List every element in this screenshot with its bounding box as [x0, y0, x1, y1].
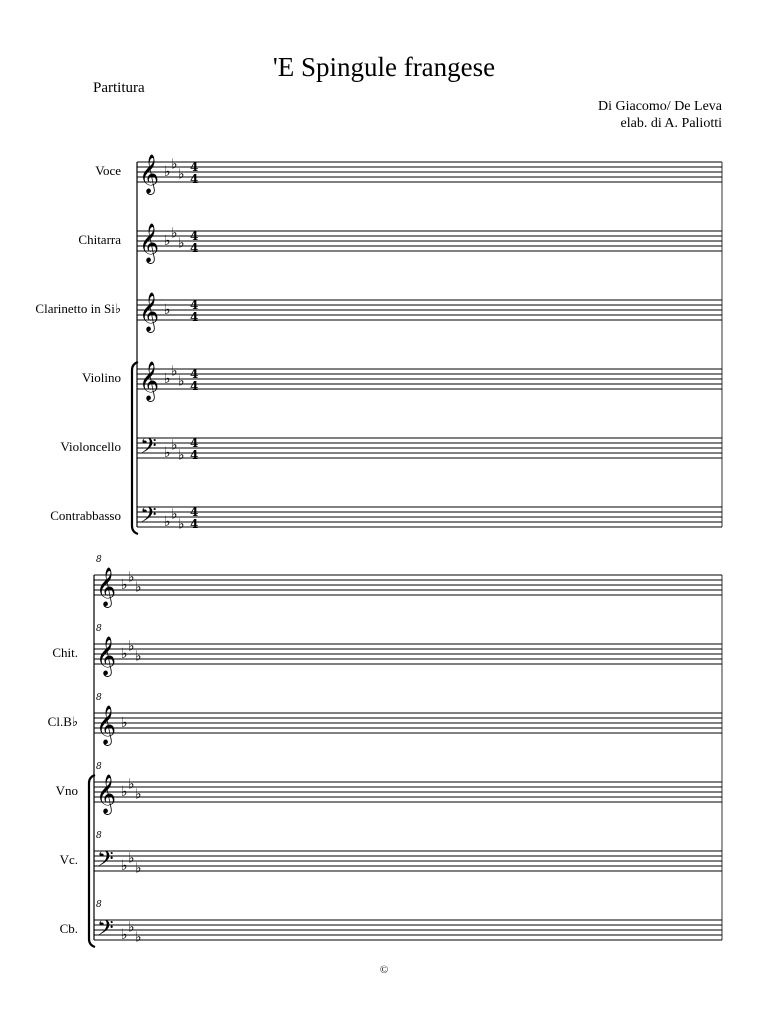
- treble-clef-icon: 𝄞: [139, 154, 160, 194]
- flat-icon: ♭: [164, 302, 171, 318]
- time-signature-numerator: 4: [190, 298, 199, 312]
- flat-icon: ♭: [178, 235, 185, 252]
- staff: [94, 636, 722, 677]
- flat-icon: ♭: [164, 445, 171, 461]
- staff-label: Contrabbasso: [50, 508, 121, 523]
- staff: [94, 567, 722, 608]
- treble-clef-icon: 𝄞: [139, 223, 160, 263]
- staff: [137, 434, 722, 464]
- time-signature-denominator: 4: [190, 517, 199, 531]
- staff: [94, 916, 722, 946]
- measure-number: 8: [96, 693, 102, 703]
- flat-icon: ♭: [128, 638, 135, 655]
- staff-label: Voce: [95, 163, 121, 178]
- flat-icon: ♭: [171, 225, 178, 242]
- flat-icon: ♭: [164, 371, 171, 387]
- staff-label: Chit.: [52, 645, 78, 660]
- treble-clef-icon: 𝄞: [96, 774, 117, 814]
- flat-icon: ♭: [128, 569, 135, 586]
- staff-label: Violino: [82, 370, 121, 385]
- flat-icon: ♭: [135, 929, 142, 946]
- flat-icon: ♭: [121, 927, 128, 943]
- staff-label: Vno: [55, 783, 78, 798]
- time-signature-denominator: 4: [190, 379, 199, 393]
- flat-icon: ♭: [121, 646, 128, 662]
- flat-icon: ♭: [128, 850, 135, 867]
- staff: [94, 705, 722, 746]
- treble-clef-icon: 𝄞: [139, 361, 160, 401]
- flat-icon: ♭: [121, 858, 128, 874]
- time-signature-denominator: 4: [190, 310, 199, 324]
- measure-number: 8: [96, 762, 102, 772]
- flat-icon: ♭: [178, 166, 185, 183]
- flat-icon: ♭: [171, 437, 178, 454]
- treble-clef-icon: 𝄞: [96, 567, 117, 607]
- staff-label: Cb.: [59, 921, 78, 936]
- staff: [94, 847, 722, 877]
- flat-icon: ♭: [164, 164, 171, 180]
- time-signature-denominator: 4: [190, 448, 199, 462]
- flat-icon: ♭: [128, 919, 135, 936]
- flat-icon: ♭: [164, 514, 171, 530]
- flat-icon: ♭: [171, 363, 178, 380]
- staff-label: Vc.: [59, 852, 78, 867]
- time-signature-numerator: 4: [190, 367, 199, 381]
- flat-icon: ♭: [121, 577, 128, 593]
- staff: [137, 223, 722, 264]
- flat-icon: ♭: [121, 715, 128, 731]
- flat-icon: ♭: [121, 784, 128, 800]
- time-signature-numerator: 4: [190, 160, 199, 174]
- copyright-footer: ©: [379, 964, 389, 976]
- flat-icon: ♭: [178, 373, 185, 390]
- staff-label: Cl.B♭: [47, 714, 78, 729]
- flat-icon: ♭: [135, 648, 142, 665]
- bass-clef-icon: 𝄢: [140, 434, 157, 464]
- staff-label: Chitarra: [78, 232, 121, 247]
- score-subtitle: Partitura: [93, 80, 145, 96]
- staff: [94, 774, 722, 815]
- bass-clef-icon: 𝄢: [97, 916, 114, 946]
- measure-number: 8: [96, 831, 102, 841]
- bass-clef-icon: 𝄢: [140, 503, 157, 533]
- time-signature-denominator: 4: [190, 172, 199, 186]
- flat-icon: ♭: [135, 786, 142, 803]
- flat-icon: ♭: [128, 776, 135, 793]
- measure-number: 8: [96, 900, 102, 910]
- treble-clef-icon: 𝄞: [96, 636, 117, 676]
- staff: [137, 292, 722, 333]
- bass-clef-icon: 𝄢: [97, 847, 114, 877]
- flat-icon: ♭: [135, 579, 142, 596]
- flat-icon: ♭: [178, 447, 185, 464]
- flat-icon: ♭: [171, 506, 178, 523]
- flat-icon: ♭: [135, 860, 142, 877]
- staff-label: Violoncello: [60, 439, 121, 454]
- arranger-text: elab. di A. Paliotti: [620, 116, 722, 131]
- flat-icon: ♭: [178, 516, 185, 533]
- flat-icon: ♭: [164, 233, 171, 249]
- staff: [137, 361, 722, 402]
- time-signature-denominator: 4: [190, 241, 199, 255]
- composer-text: Di Giacomo/ De Leva: [597, 99, 722, 114]
- score-title: 'E Spingule frangese: [272, 52, 496, 82]
- staff: [137, 154, 722, 195]
- measure-number: 8: [96, 555, 102, 565]
- time-signature-numerator: 4: [190, 436, 199, 450]
- time-signature-numerator: 4: [190, 505, 199, 519]
- time-signature-numerator: 4: [190, 229, 199, 243]
- flat-icon: ♭: [171, 156, 178, 173]
- staff: [137, 503, 722, 533]
- treble-clef-icon: 𝄞: [139, 292, 160, 332]
- treble-clef-icon: 𝄞: [96, 705, 117, 745]
- measure-number: 8: [96, 624, 102, 634]
- staff-label: Clarinetto in Si♭: [35, 301, 121, 316]
